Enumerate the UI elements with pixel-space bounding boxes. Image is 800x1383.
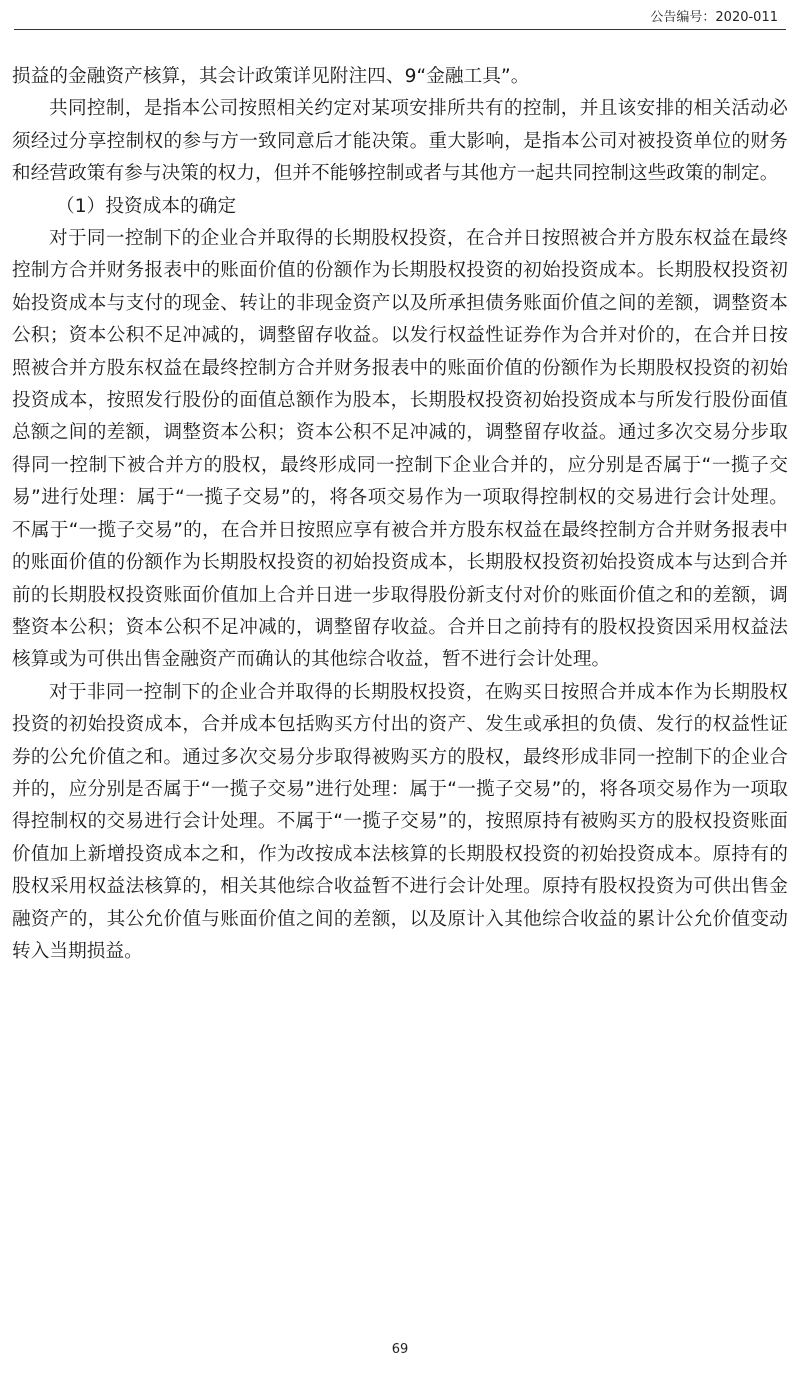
paragraph-same-control-merger: 对于同一控制下的企业合并取得的长期股权投资，在合并日按照被合并方股东权益在最终控制方合并财务报表中的账面价值的份额作为长期股权投资的初始投资成本。长期股权投资初始投资成本与支付的现金、转让的非现金资产以及所承担债务账面价值之间的差额，调整资本公积；资本公积不足冲减的，调整留存收益。以发行权益性证券作为合并对价的，在合并日按照被合并方股东权益在最终控制方合并财务报表中的账面价值的份额作为长期股权投资的初始投资成本，按照发行股份的面值总额作为股本，长期股权投资初始投资成本与所发行股份面值总额之间的差额，调整资本公积；资本公积不足冲减的，调整留存收益。通过多次交易分步取得同一控制下被合并方的股权，最终形成同一控制下企业合并的，应分别是否属于“一揽子交易”进行处理：属于“一揽子交易”的，将各项交易作为一项取得控制权的交易进行会计处理。不属于“一揽子交易”的，在合并日按照应享有被合并方股东权益在最终控制方合并财务报表中的账面价值的份额作为长期股权投资的初始投资成本，长期股权投资初始投资成本与达到合并前的长期股权投资账面价值加上合并日进一步取得股份新支付对价的账面价值之和的差额，调整资本公积；资本公积不足冲减的，调整留存收益。合并日之前持有的股权投资因采用权益法核算或为可供出售金融资产而确认的其他综合收益，暂不进行会计处理。 [12, 228, 788, 671]
paragraph-joint-control: 共同控制，是指本公司按照相关约定对某项安排所共有的控制，并且该安排的相关活动必须经过分享控制权的参与方一致同意后才能决策。重大影响，是指本公司对被投资单位的财务和经营政策有参与决策的权力，但并不能够控制或者与其他方一起共同控制这些政策的制定。 [12, 98, 788, 185]
document-body [12, 61, 788, 968]
page-number: 69 [391, 1342, 409, 1357]
document-number: 公告编号：2020-011 [650, 10, 778, 25]
paragraph-non-same-control-merger: 对于非同一控制下的企业合并取得的长期股权投资，在购买日按照合并成本作为长期股权投资的初始投资成本，合并成本包括购买方付出的资产、发生或承担的负债、发行的权益性证券的公允价值之和。通过多次交易分步取得被购买方的股权，最终形成非同一控制下的企业合并的，应分别是否属于“一揽子交易”进行处理：属于“一揽子交易”的，将各项交易作为一项取得控制权的交易进行会计处理。不属于“一揽子交易”的，按照原持有被购买方的股权投资账面价值加上新增投资成本之和，作为改按成本法核算的长期股权投资的初始投资成本。原持有的股权采用权益法核算的，相关其他综合收益暂不进行会计处理。原持有股权投资为可供出售金融资产的，其公允价值与账面价值之间的差额，以及原计入其他综合收益的累计公允价值变动转入当期损益。 [12, 681, 788, 962]
section-heading-investment-cost: （1）投资成本的确定 [56, 195, 237, 217]
paragraph-continuation: 损益的金融资产核算，其会计政策详见附注四、9“金融工具”。 [12, 66, 530, 87]
header-divider [14, 29, 786, 30]
